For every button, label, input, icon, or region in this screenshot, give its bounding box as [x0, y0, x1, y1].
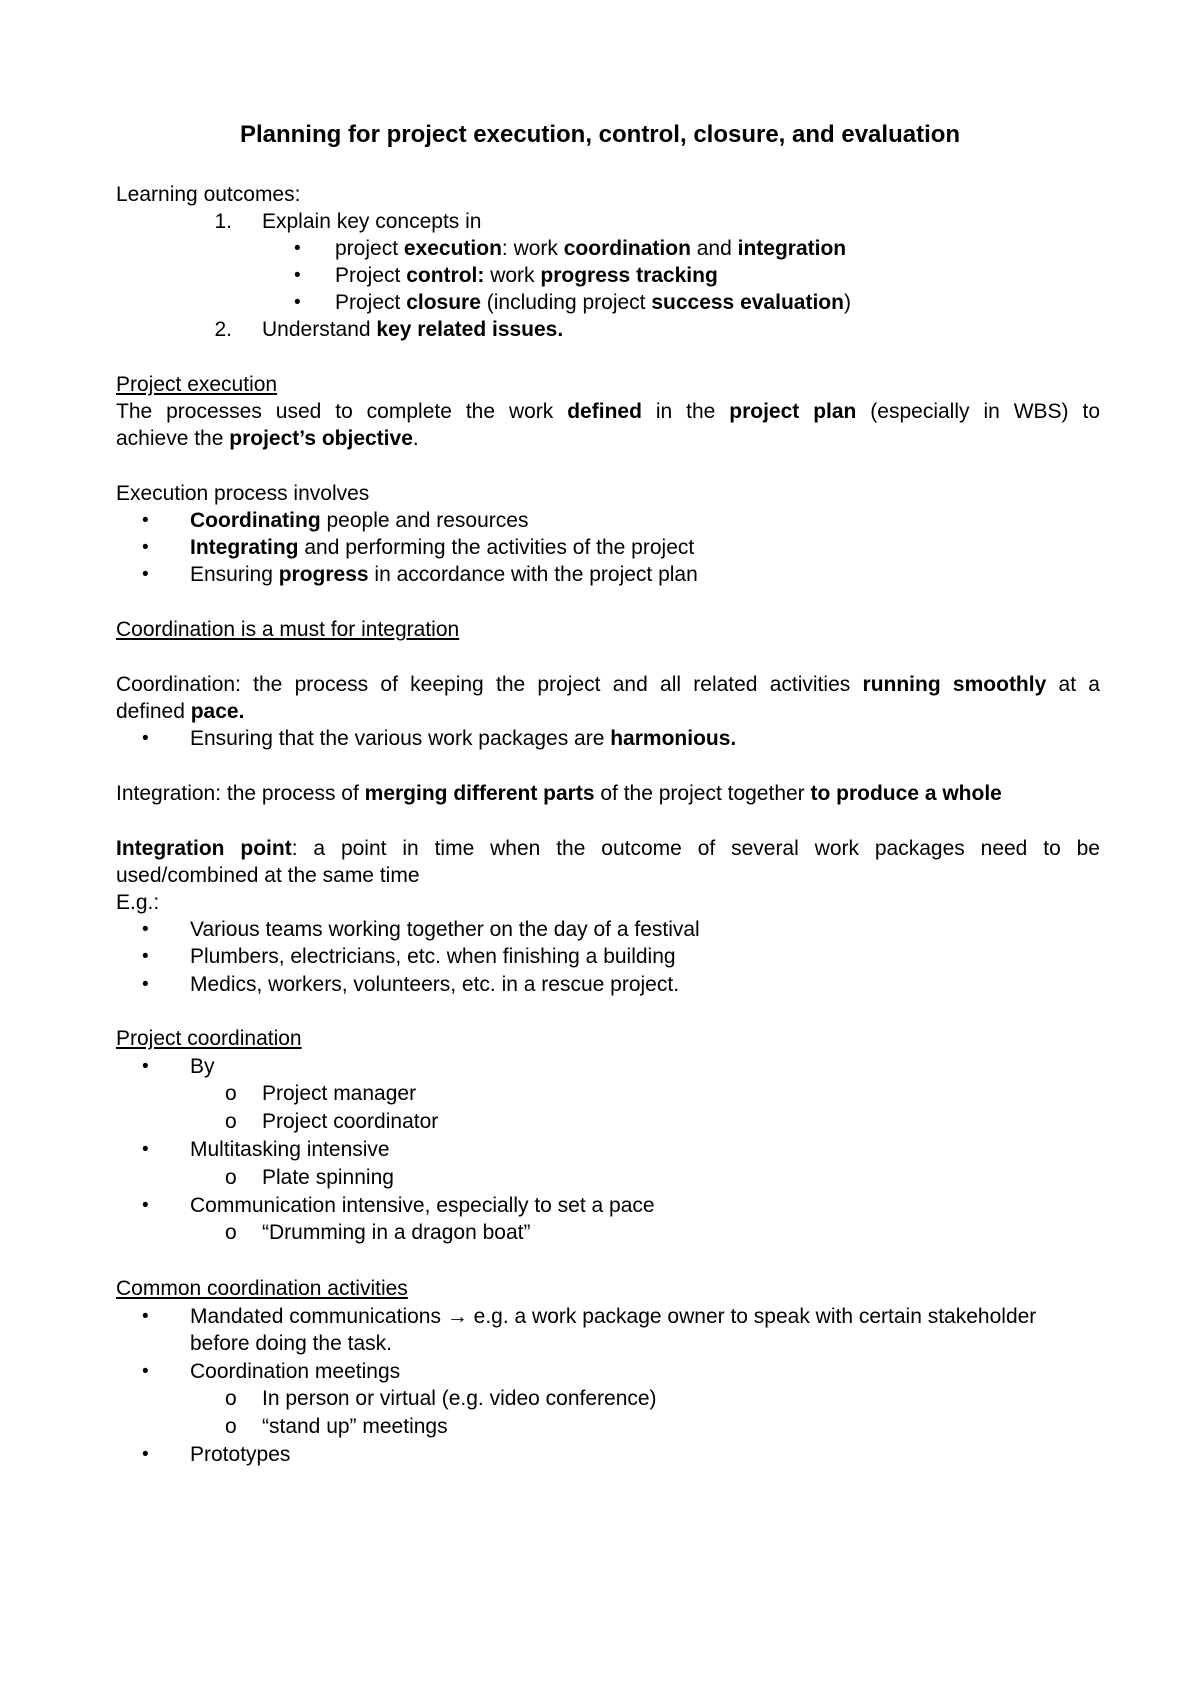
execution-involves-intro: Execution process involves: [116, 482, 370, 505]
execution-paragraph-line-2: achieve the project’s objective.: [116, 427, 419, 450]
list-number: 2.: [214, 318, 232, 341]
bullet-marker: •: [294, 238, 301, 259]
bullet-marker: •: [142, 919, 149, 940]
bullet-marker: •: [142, 1139, 149, 1160]
integration-definition: Integration: the process of merging different parts of the project together to produce a whole: [116, 782, 1002, 805]
section-heading-common-coordination-activities: Common coordination activities: [116, 1277, 408, 1300]
section-heading-coordination: Coordination is a must for integration: [116, 618, 460, 641]
sub-bullet-marker: o: [225, 1110, 237, 1133]
learning-item-1-text: Explain key concepts in: [262, 210, 482, 233]
learning-item-2-text: Understand key related issues.: [262, 318, 564, 341]
page-title: Planning for project execution, control, closure, and evaluation: [239, 121, 961, 148]
list-number: 1.: [214, 210, 232, 233]
sub-bullet-marker: o: [225, 1082, 237, 1105]
learning-sub-item-text: Project closure (including project success evaluation): [335, 291, 851, 314]
sub-bullet-marker: o: [225, 1221, 237, 1244]
bullet-marker: •: [142, 946, 149, 967]
learning-outcomes-heading: Learning outcomes:: [116, 183, 301, 206]
arrow-right-icon: →: [446, 1305, 468, 1328]
section-heading-project-coordination: Project coordination: [116, 1027, 302, 1050]
coordination-definition-line-1: Coordination: the process of keeping the project and all related activities running smoothly at a: [116, 673, 1100, 696]
bullet-marker: •: [142, 1444, 149, 1465]
bullet-marker: •: [142, 974, 149, 995]
bullet-marker: •: [142, 728, 149, 749]
bullet-marker: •: [142, 1361, 149, 1382]
bullet-marker: •: [142, 1195, 149, 1216]
bullet-marker: •: [294, 265, 301, 286]
coordination-definition-line-2: defined pace.: [116, 700, 245, 723]
bullet-marker: •: [142, 537, 149, 558]
bullet-marker: •: [142, 1056, 149, 1077]
sub-bullet-marker: o: [225, 1166, 237, 1189]
learning-sub-item-text: project execution: work coordination and integration: [335, 237, 847, 260]
learning-sub-item-text: Project control: work progress tracking: [335, 264, 718, 287]
section-heading-project-execution: Project execution: [116, 373, 278, 396]
example-label: E.g.:: [116, 891, 160, 914]
bullet-marker: •: [142, 564, 149, 585]
document-page: Planning for project execution, control, closure, and evaluation Learning outcomes: 1. Explain key concepts in • project execution: work coordination and integration • Project control: work progress tracking • Project closure (including project success evaluation) 2. Understand key related issues. Project execution The processes used to complete the work defined in the project plan (especially in WBS) to achieve the project’s objective. Execution process involves • Coordinating people and resources • Integrating and performing the activities of the project • Ensuring progress in accordance with the project plan Coordination is a must for integration Coordination: the process of keeping the project and all related activities running smoothly at a defined pace. • Ensuring that the various work packages are harmonious. Integration: the process of merging different parts of the project together to produce a whole Integration point: a point in time when the outcome of several work packages need to be used/combined at the same time E.g.: • Various teams working together on the day of a festival • Plumbers, electricians, etc. when finishing a building • Medics, workers, volunteers, etc. in a rescue project. Project coordination • By o Project manager o Project coordinator • Multitasking intensive o Plate spinning • Communication intensive, especially to set a pace o “Drumming in a dragon boat” Common coordination activities • Mandated communications → e.g. a work package owner to speak with certain stakeholder before doing the task. • Coordination meetings o In person or virtual (e.g. video conference) o “stand up” meetings • Prototypes: [0, 0, 1200, 1698]
bullet-marker: •: [142, 1306, 149, 1327]
execution-paragraph-line-1: The processes used to complete the work defined in the project plan (especially in WBS) to: [116, 400, 1101, 423]
integration-point-line-1: Integration point: a point in time when the outcome of several work packages need to be: [116, 837, 1100, 860]
sub-bullet-marker: o: [225, 1387, 237, 1410]
bullet-marker: •: [294, 292, 301, 313]
integration-point-line-2: used/combined at the same time: [116, 864, 420, 887]
sub-bullet-marker: o: [225, 1415, 237, 1438]
bullet-marker: •: [142, 510, 149, 531]
